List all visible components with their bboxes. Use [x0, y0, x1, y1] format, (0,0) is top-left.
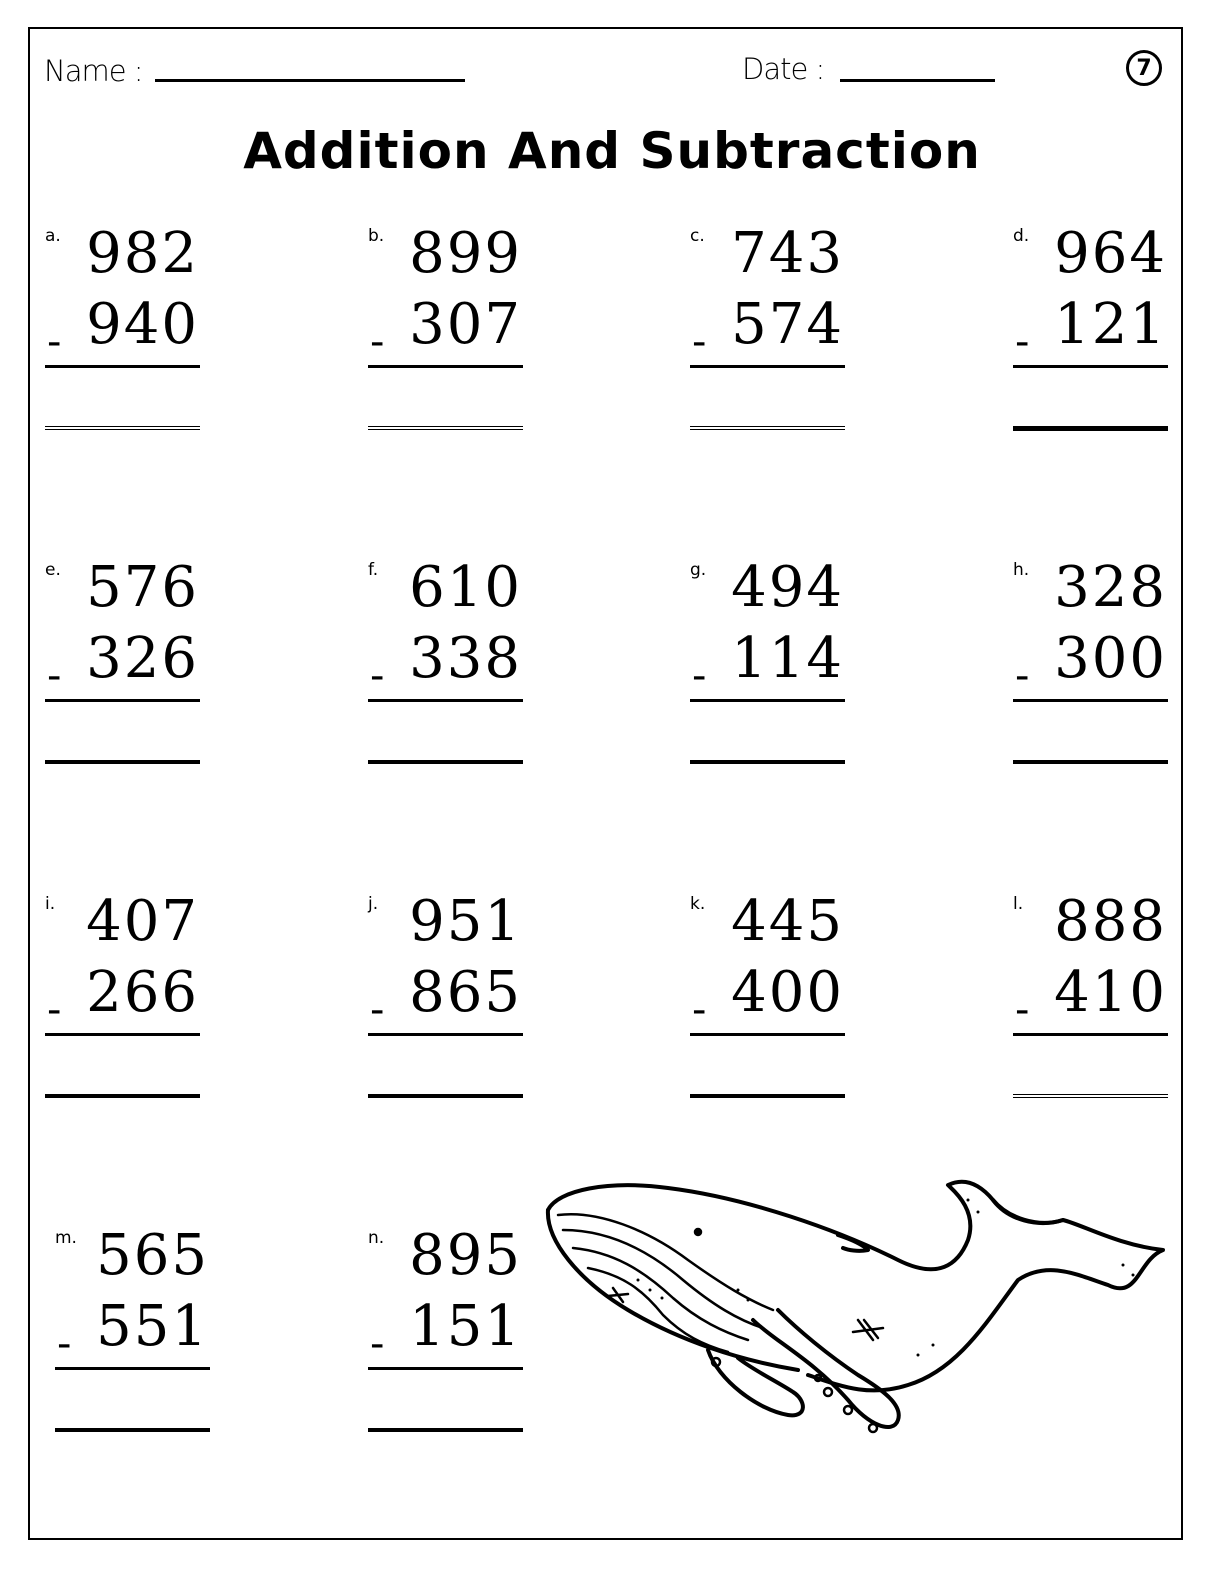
subtrahend: 307 — [409, 292, 522, 357]
operation-rule — [690, 1033, 845, 1036]
problem-n — [368, 1223, 528, 1448]
subtrahend: 940 — [86, 292, 199, 357]
minus-sign: - — [57, 1321, 72, 1367]
answer-line[interactable] — [368, 1428, 523, 1432]
minuend: 610 — [409, 555, 522, 620]
answer-line[interactable] — [690, 1094, 845, 1098]
minus-sign: - — [1015, 653, 1030, 699]
page-number: 7 — [1136, 55, 1152, 81]
problem-m — [55, 1223, 215, 1448]
worksheet-title: Addition And Subtraction — [243, 122, 981, 180]
problem-letter: n. — [368, 1228, 385, 1248]
minuend: 982 — [86, 221, 199, 286]
problem-k — [690, 889, 850, 1114]
whale-illustration-icon — [538, 1170, 1170, 1460]
subtrahend: 574 — [731, 292, 844, 357]
operation-rule — [55, 1367, 210, 1370]
operation-rule — [690, 365, 845, 368]
minus-sign: - — [370, 987, 385, 1033]
subtrahend: 400 — [731, 960, 844, 1025]
minus-sign: - — [47, 987, 62, 1033]
minuend: 895 — [409, 1223, 522, 1288]
subtrahend: 338 — [409, 626, 522, 691]
operation-rule — [45, 699, 200, 702]
answer-line[interactable] — [1013, 1094, 1168, 1098]
operation-rule — [690, 699, 845, 702]
minus-sign: - — [370, 1321, 385, 1367]
problem-g — [690, 555, 850, 780]
answer-line[interactable] — [45, 426, 200, 430]
minuend: 494 — [731, 555, 844, 620]
problem-f — [368, 555, 528, 780]
answer-line[interactable] — [690, 760, 845, 764]
answer-line[interactable] — [55, 1428, 210, 1432]
subtrahend: 410 — [1054, 960, 1167, 1025]
minus-sign: - — [1015, 987, 1030, 1033]
problem-letter: h. — [1013, 560, 1030, 580]
answer-line[interactable] — [368, 426, 523, 430]
minuend: 951 — [409, 889, 522, 954]
minuend: 407 — [86, 889, 199, 954]
operation-rule — [1013, 365, 1168, 368]
operation-rule — [45, 365, 200, 368]
problem-b — [368, 221, 528, 446]
minuend: 743 — [731, 221, 844, 286]
answer-line[interactable] — [45, 1094, 200, 1098]
problem-a — [45, 221, 205, 446]
name-label: Name : — [44, 54, 143, 88]
name-field[interactable] — [155, 79, 465, 82]
problem-letter: m. — [55, 1228, 77, 1248]
answer-line[interactable] — [368, 1094, 523, 1098]
subtrahend: 300 — [1054, 626, 1167, 691]
problem-letter: c. — [690, 226, 705, 246]
problem-d — [1013, 221, 1173, 446]
minuend: 565 — [96, 1223, 209, 1288]
minus-sign: - — [1015, 319, 1030, 365]
subtrahend: 121 — [1054, 292, 1167, 357]
problem-letter: l. — [1013, 894, 1024, 914]
operation-rule — [368, 699, 523, 702]
operation-rule — [45, 1033, 200, 1036]
subtrahend: 865 — [409, 960, 522, 1025]
problem-letter: j. — [368, 894, 379, 914]
minus-sign: - — [692, 987, 707, 1033]
subtrahend: 326 — [86, 626, 199, 691]
minus-sign: - — [47, 319, 62, 365]
minuend: 328 — [1054, 555, 1167, 620]
minuend: 576 — [86, 555, 199, 620]
problem-i — [45, 889, 205, 1114]
answer-line[interactable] — [1013, 426, 1168, 431]
subtrahend: 551 — [96, 1294, 209, 1359]
answer-line[interactable] — [1013, 760, 1168, 764]
operation-rule — [368, 1033, 523, 1036]
answer-line[interactable] — [45, 760, 200, 764]
minuend: 964 — [1054, 221, 1167, 286]
answer-line[interactable] — [690, 426, 845, 430]
page-number-badge — [1126, 50, 1162, 86]
problem-j — [368, 889, 528, 1114]
minus-sign: - — [370, 319, 385, 365]
problem-letter: i. — [45, 894, 56, 914]
minus-sign: - — [47, 653, 62, 699]
minuend: 445 — [731, 889, 844, 954]
problem-letter: b. — [368, 226, 385, 246]
answer-line[interactable] — [368, 760, 523, 764]
minus-sign: - — [692, 319, 707, 365]
problem-letter: g. — [690, 560, 707, 580]
subtrahend: 266 — [86, 960, 199, 1025]
problem-letter: d. — [1013, 226, 1030, 246]
problem-letter: a. — [45, 226, 61, 246]
problem-e — [45, 555, 205, 780]
operation-rule — [1013, 1033, 1168, 1036]
subtrahend: 151 — [409, 1294, 522, 1359]
minuend: 888 — [1054, 889, 1167, 954]
problem-letter: e. — [45, 560, 61, 580]
problem-l — [1013, 889, 1173, 1114]
minus-sign: - — [692, 653, 707, 699]
problem-letter: f. — [368, 560, 379, 580]
minuend: 899 — [409, 221, 522, 286]
subtrahend: 114 — [731, 626, 844, 691]
minus-sign: - — [370, 653, 385, 699]
date-field[interactable] — [840, 79, 995, 82]
operation-rule — [368, 365, 523, 368]
operation-rule — [368, 1367, 523, 1370]
problem-h — [1013, 555, 1173, 780]
operation-rule — [1013, 699, 1168, 702]
problem-letter: k. — [690, 894, 706, 914]
date-label: Date : — [742, 52, 825, 86]
problem-c — [690, 221, 850, 446]
